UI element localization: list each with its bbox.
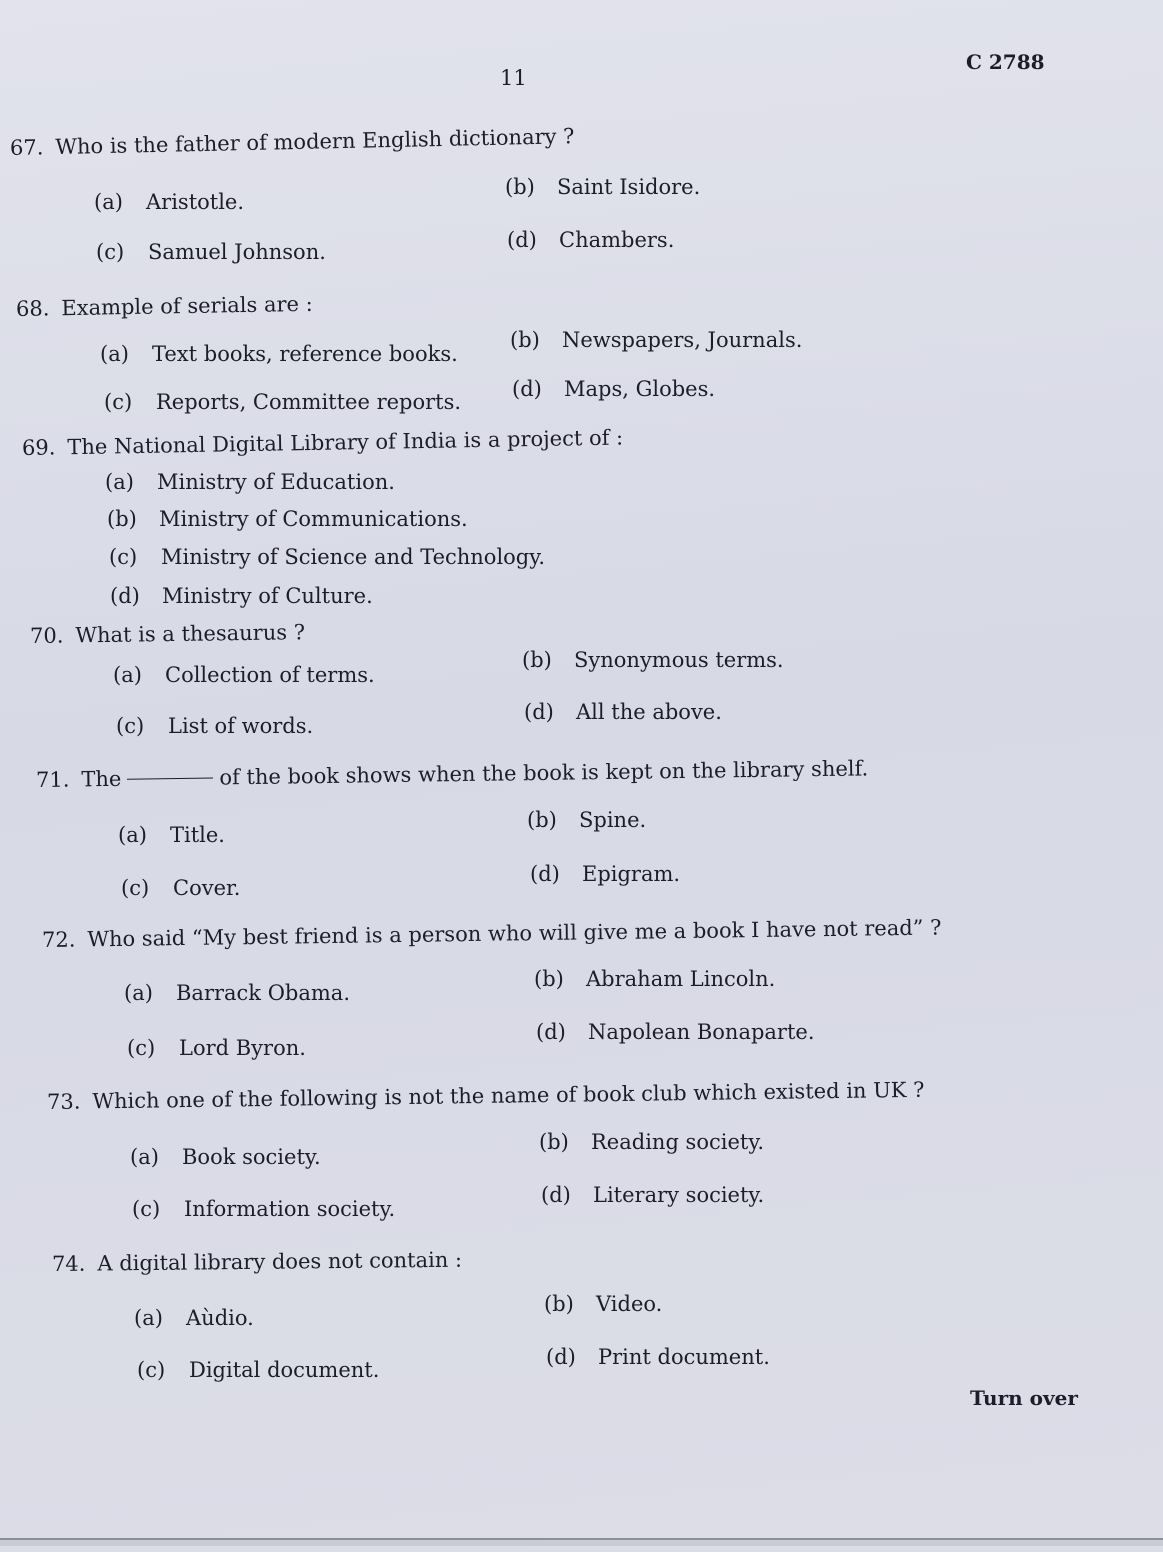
question-number: 72. bbox=[41, 927, 76, 952]
question-text: A digital library does not contain : bbox=[97, 1247, 463, 1276]
option-68-b: (b) Newspapers, Journals. bbox=[510, 328, 803, 352]
question-number: 69. bbox=[21, 435, 56, 460]
question-number: 70. bbox=[29, 623, 64, 648]
option-69-d: (d) Ministry of Culture. bbox=[110, 584, 373, 608]
question-text-after: of the book shows when the book is kept on the library shelf. bbox=[219, 756, 869, 790]
turn-over-note: Turn over bbox=[970, 1386, 1078, 1410]
option-73-c: (c) Information society. bbox=[132, 1197, 396, 1221]
option-73-b: (b) Reading society. bbox=[539, 1130, 765, 1154]
option-72-a: (a) Barrack Obama. bbox=[124, 981, 350, 1005]
question-text: The National Digital Library of India is a project of : bbox=[67, 425, 624, 460]
option-74-a: (a) Aùdio. bbox=[134, 1306, 254, 1330]
option-74-c: (c) Digital document. bbox=[137, 1358, 380, 1382]
fill-in-blank bbox=[127, 778, 213, 780]
page-edge-line bbox=[0, 1538, 1163, 1540]
option-70-c: (c) List of words. bbox=[116, 714, 314, 738]
option-71-a: (a) Title. bbox=[118, 823, 225, 847]
option-69-b: (b) Ministry of Communications. bbox=[107, 507, 468, 531]
question-67 bbox=[10, 124, 575, 160]
option-70-d: (d) All the above. bbox=[524, 700, 722, 724]
option-72-c: (c) Lord Byron. bbox=[127, 1036, 306, 1060]
question-73 bbox=[47, 1078, 925, 1114]
question-text: What is a thesaurus ? bbox=[75, 620, 306, 648]
question-72 bbox=[42, 915, 942, 952]
option-68-a: (a) Text books, reference books. bbox=[100, 342, 458, 366]
option-67-b: (b) Saint Isidore. bbox=[505, 175, 701, 199]
option-71-c: (c) Cover. bbox=[121, 876, 241, 900]
option-69-c: (c) Ministry of Science and Technology. bbox=[109, 545, 545, 569]
question-74 bbox=[52, 1248, 462, 1276]
option-73-d: (d) Literary society. bbox=[541, 1183, 765, 1207]
option-67-c: (c) Samuel Johnson. bbox=[96, 240, 326, 264]
question-number: 68. bbox=[15, 296, 50, 321]
option-73-a: (a) Book society. bbox=[130, 1145, 321, 1169]
question-text-before: The bbox=[81, 766, 122, 792]
option-68-d: (d) Maps, Globes. bbox=[512, 377, 716, 401]
question-number: 73. bbox=[46, 1089, 81, 1114]
question-number: 74. bbox=[51, 1251, 86, 1276]
question-69 bbox=[22, 426, 624, 460]
page-edge-shadow bbox=[0, 1540, 1163, 1546]
option-70-b: (b) Synonymous terms. bbox=[522, 648, 784, 672]
question-text: Who said “My best friend is a person who will give me a book I have not read” ? bbox=[87, 915, 942, 952]
question-71 bbox=[36, 756, 869, 792]
option-74-d: (d) Print document. bbox=[546, 1345, 770, 1369]
question-number: 67. bbox=[9, 135, 44, 160]
option-67-a: (a) Aristotle. bbox=[94, 190, 245, 214]
option-71-b: (b) Spine. bbox=[527, 808, 647, 832]
option-72-d: (d) Napolean Bonaparte. bbox=[536, 1020, 815, 1044]
option-70-a: (a) Collection of terms. bbox=[113, 663, 375, 687]
question-text: Which one of the following is not the name of book club which existed in UK ? bbox=[92, 1077, 925, 1114]
option-68-c: (c) Reports, Committee reports. bbox=[104, 390, 462, 414]
option-74-b: (b) Video. bbox=[544, 1292, 663, 1316]
question-number: 71. bbox=[35, 767, 70, 792]
option-69-a: (a) Ministry of Education. bbox=[105, 470, 395, 494]
option-71-d: (d) Epigram. bbox=[530, 862, 681, 886]
page-number: 11 bbox=[500, 66, 527, 90]
question-70 bbox=[30, 620, 305, 648]
question-text: Example of serials are : bbox=[61, 291, 313, 321]
question-68 bbox=[16, 292, 313, 321]
option-72-b: (b) Abraham Lincoln. bbox=[534, 967, 776, 991]
paper-code: C 2788 bbox=[966, 50, 1045, 74]
question-text: Who is the father of modern English dictionary ? bbox=[55, 124, 575, 160]
option-67-d: (d) Chambers. bbox=[507, 228, 675, 252]
